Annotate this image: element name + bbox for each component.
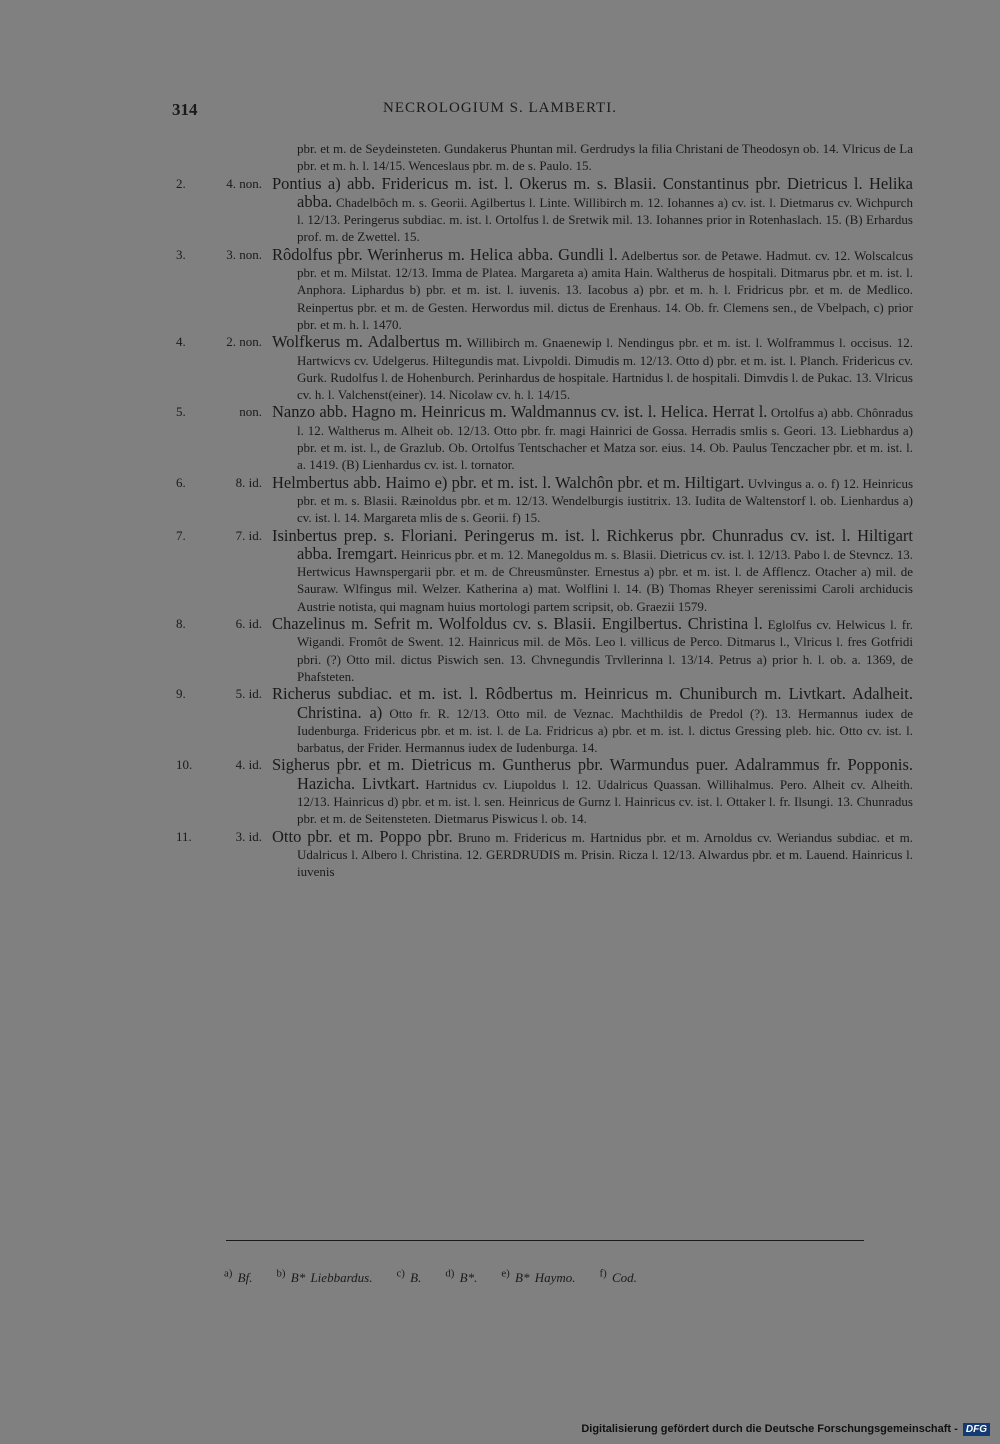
entry-lead-names: Isinbertus prep. s. Floriani. Peringerus m. ist. l. Richkerus pbr. Chunradus cv. ist. l. Hiltigart abba. Iremgart. [272, 525, 913, 563]
day-entry [0, 527, 913, 615]
day-entry [0, 756, 913, 827]
day-number: 11. [176, 828, 192, 844]
entry-lead-names: Pontius a) abb. Fridericus m. ist. l. Okerus m. s. Blasii. Constantinus pbr. Dietricus l. Helika abba. [272, 173, 913, 211]
footnote [600, 1270, 637, 1285]
roman-date: 3. non. [226, 246, 262, 262]
entry-lead-names: Wolfkerus m. Adalbertus m. [272, 332, 463, 352]
footnote-text: B*. [459, 1270, 478, 1286]
roman-date: 3. id. [235, 828, 262, 844]
day-number: 9. [176, 686, 186, 702]
footnote-text: Cod. [611, 1270, 637, 1286]
entry-text: Eglolfus cv. Helwicus l. fr. Wigandi. Fromôt de Swent. 12. Hainricus mil. de Mõs. Leo l. villicus de Perco. Ditmarus l., Vlricus l. fres Gotfridi pbri. (?) Otto mil. dictus Piswich sen. 13. Chvnegundis Trvllerinna l. 13/14. Petrus a) prior h. l. ob. a. 1369, de Phafsteten. [297, 617, 913, 684]
footnote-mark: c) [396, 1268, 405, 1280]
entry-text: Adelbertus sor. de Petawe. Hadmut. cv. 12. Wolscalcus pbr. et m. Milstat. 12/13. Imma de Platea. Margareta a) amita Hain. Waltherus de hospitali. Ditmarus pbr. et m. ist. l. Anphora. Liphardus b) pbr. et m. ist. l. iuvenis. 13. Iacobus a) pbr. et m. h. l. Fridricus pbr. et m. de Medlico. Reinpertus pbr. et m. de Gesten. Herwordus mil. dictus de Erenhaus. 14. Ob. fr. Clemens sen., de Vbelpach, c) prior pbr. et m. h. l. 1470. [297, 247, 913, 332]
footnote-mark: b) [276, 1268, 286, 1280]
page-number: 314 [172, 100, 198, 119]
footnote [224, 1270, 252, 1285]
roman-date: 7. id. [235, 527, 262, 543]
footnote [501, 1270, 575, 1285]
day-number: 4. [176, 334, 186, 350]
day-number: 5. [176, 404, 186, 420]
entry-text: Bruno m. Fridericus m. Hartnidus pbr. et m. Arnoldus cv. Weriandus subdiac. et m. Udalricus l. Albero l. Christina. 12. GERDRUDIS m. Prisin. Ricza l. 12/13. Alwardus pbr. et m. Lauend. Hainricus l. iuvenis [297, 829, 914, 880]
entry-text: Uvlvingus a. o. f) 12. Heinricus pbr. et m. s. Blasii. Ræinoldus pbr. et m. 12/13. Wendelburgis iustitrix. 13. Iudita de Waltenstorf l. ob. Lienhardus a) cv. ist. l. 14. Margareta mlis de s. Georii. f) 15. [297, 475, 914, 526]
carryover-paragraph: pbr. et m. de Seydeinsteten. Gundakerus Phuntan mil. Gerdrudys la filia Christani de Theodosyn ob. 14. Vlricus de La pbr. et m. h. l. 14/15. Wenceslaus pbr. m. de s. Paulo. 15. [297, 141, 913, 174]
roman-date: 5. id. [235, 686, 262, 702]
footnote-text: B* Liebbardus. [290, 1270, 373, 1286]
footnote [396, 1270, 421, 1285]
entry-text: Otto fr. R. 12/13. Otto mil. de Veznac. Machthildis de Predol (?). 13. Hermannus iudex de Iudenburga. Fridericus pbr. et m. ist. l. de La. Fridricus a) pbr. et m. ist. l. dictus Gressing pleb. hic. Otto cv. ist. l. barbatus, der Frider. Hermannus iudex de Iudenburga. 14. [297, 705, 914, 756]
entry-lead-names: Richerus subdiac. et m. ist. l. Rôdbertus m. Heinricus m. Chuniburch m. Livtkart. Adalheit. Christina. a) [272, 684, 913, 722]
day-number: 7. [176, 527, 186, 543]
entry-text: Willibirch m. Gnaenewip l. Nendingus pbr. et m. ist. l. Wolframmus l. occisus. 12. Hartwicvs cv. Udelgerus. Hiltegundis mat. Livpoldi. Dimudis m. 12/13. Otto d) pbr. et m. ist. l. Planch. Fridericus cv. Gurk. Rudolfus l. de Hohenburch. Perinhardus de hospitale. Hartnidus l. de hospitali. Dimvdis l. de Pukac. 13. Vlricus cv. h. l. Valchenst(einer). 14. Nicolaw cv. h. l. 14/15. [297, 335, 914, 403]
credit-text: Digitalisierung gefördert durch die Deutsche Forschungsgemeinschaft - [581, 1423, 958, 1435]
day-entry [0, 175, 913, 246]
roman-date: 2. non. [226, 334, 262, 350]
running-title: NECROLOGIUM S. LAMBERTI. [383, 100, 617, 116]
day-number: 10. [176, 757, 193, 773]
footnote-text: B. [410, 1270, 422, 1286]
footnote-text: B* Haymo. [515, 1270, 576, 1286]
roman-date: 4. non. [226, 175, 262, 191]
dfg-logo: DFG [963, 1423, 990, 1436]
entry-lead-names: Nanzo abb. Hagno m. Heinricus m. Waldmannus cv. ist. l. Helica. Herrat l. [272, 402, 768, 422]
roman-date: 6. id. [235, 616, 262, 632]
day-entry [0, 333, 913, 403]
roman-date: 8. id. [235, 474, 262, 490]
day-number: 6. [176, 474, 186, 490]
entry-text: Heinricus pbr. et m. 12. Manegoldus m. s. Blasii. Dietricus cv. ist. l. 12/13. Pabo l. de Stevncz. 13. Hertwicus Hawnspergarii pbr. et m. de Chreusmûnster. Ernestus a) pbr. et m. ist. l. de Afflencz. Otacher a) mil. de Sauraw. Wlfingus mil. Welzer. Katherina a) mat. Wolflini l. 14. (B) Thomas Rheyer serenissimi Caroli archiducis Austrie notista, qui magnam huius mortologi partem scripsit, ob. Graezii 1579. [297, 546, 914, 614]
day-entry [0, 246, 913, 333]
funding-credit [581, 1423, 990, 1436]
entry-lead-names: Otto pbr. et m. Poppo pbr. [272, 826, 453, 846]
footnote-mark: a) [224, 1268, 233, 1280]
footnote-text: Bf. [237, 1270, 253, 1286]
entry-lead-names: Chazelinus m. Sefrit m. Wolfoldus cv. s. Blasii. Engilbertus. Christina l. [272, 614, 763, 634]
footnote [445, 1270, 477, 1285]
roman-date: non. [239, 404, 262, 420]
entry-lead-names: Sigherus pbr. et m. Dietricus m. Guntherus pbr. Warmundus puer. Adalrammus fr. Popponis. Hazicha. Livtkart. [272, 755, 913, 793]
day-number: 2. [176, 175, 186, 191]
day-entry [0, 615, 913, 685]
footnote-mark: d) [445, 1268, 455, 1280]
day-entry [0, 828, 913, 881]
entry-text: Hartnidus cv. Liupoldus l. 12. Udalricus Quassan. Willihalmus. Pero. Alheit cv. Alheith. 12/13. Hainricus d) pbr. et m. ist. l. sen. Heinricus de Gurnz l. Hainricus cv. ist. l. Ottaker l. fr. Ilsungi. 13. Chunradus pbr. et m. de Seitensteten. Dietmarus Piswicus l. ob. 14. [297, 776, 914, 827]
footnote-mark: f) [599, 1268, 607, 1280]
day-entry [0, 403, 913, 473]
entry-text: Ortolfus a) abb. Chônradus l. 12. Waltherus m. Alheit ob. 12/13. Otto pbr. fr. magi Hainrici de Gossa. Herradis smlis s. Geori. 13. Liebhardus a) pbr. et m. ist. l., de Grazlub. Ob. Ortolfus Tentschacher et Matza sor. eius. 14. Ob. Paulus Tenczacher pbr. et m. ist. l. a. 1419. (B) Lienhardus cv. ist. l. tornator. [297, 405, 914, 473]
necrology-text [0, 140, 1000, 880]
footnote-mark: e) [501, 1268, 510, 1280]
entry-text: Chadelbôch m. s. Georii. Agilbertus l. Linte. Willibirch m. 12. Iohannes a) cv. ist. l. Dietmarus cv. Wichpurch l. 12/13. Peringerus subdiac. m. ist. l. Ortolfus l. de Sretwik mil. 13. Iohannes prior in Rotenhaslach. 15. (B) Erhardus prof. m. de Zwettel. 15. [297, 194, 913, 245]
footnote [276, 1270, 372, 1285]
roman-date: 4. id. [235, 757, 262, 773]
day-entry [0, 685, 913, 756]
day-number: 8. [176, 616, 186, 632]
day-entry [0, 474, 913, 527]
entry-lead-names: Helmbertus abb. Haimo e) pbr. et m. ist. l. Walchôn pbr. et m. Hiltigart. [272, 472, 745, 492]
entry-lead-names: Rôdolfus pbr. Werinherus m. Helica abba. Gundli l. [272, 244, 618, 264]
footnotes [224, 1268, 661, 1286]
day-number: 3. [176, 246, 186, 262]
footnote-rule [226, 1240, 864, 1241]
